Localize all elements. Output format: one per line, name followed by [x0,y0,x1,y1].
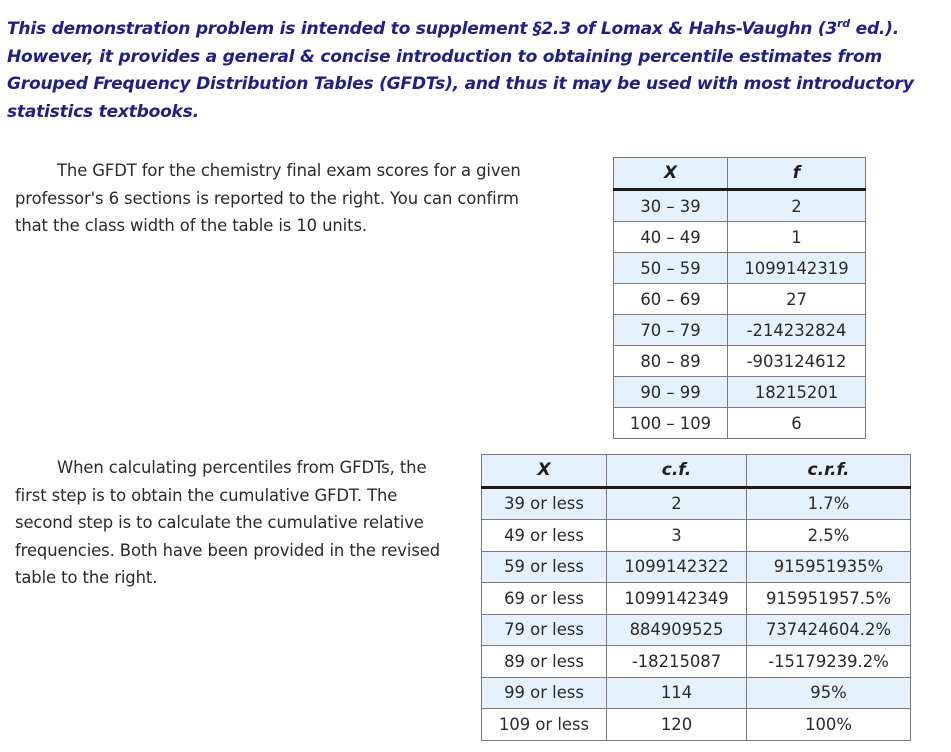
cell-cumulative-frequency: 1099142349 [607,583,747,615]
column-header-f: f [728,158,866,190]
cell-interval: 50 – 59 [614,253,728,284]
intro-superscript: rd [837,17,850,30]
cell-cumulative-relative-frequency: -15179239.2% [747,646,911,678]
intro-note [7,16,942,126]
paragraph2-text: When calculating percentiles from GFDTs, the first step is to obtain the cumulative GFDT. The second step is to calculate the cumulative relative frequencies. Both have been provided in the revised table to the right. [15,458,441,587]
cell-cumulative-frequency: 2 [607,487,747,520]
cell-frequency: 1 [728,222,866,253]
cell-cumulative-frequency: 3 [607,520,747,552]
table-row [482,551,911,583]
cell-cumulative-relative-frequency: 100% [747,709,911,741]
table-row [482,709,911,741]
cell-interval: 70 – 79 [614,315,728,346]
table-row [614,222,866,253]
cell-upper-limit: 89 or less [482,646,607,678]
table-row [482,583,911,615]
paragraph1-text: The GFDT for the chemistry final exam scores for a given professor's 6 sections is reported to the right. You can confirm that the class width of the table is 10 units. [15,161,521,235]
gfdt-table [613,157,866,439]
cell-cumulative-relative-frequency: 915951957.5% [747,583,911,615]
cell-cumulative-relative-frequency: 915951935% [747,551,911,583]
cell-interval: 40 – 49 [614,222,728,253]
cell-upper-limit: 39 or less [482,487,607,520]
cell-interval: 90 – 99 [614,377,728,408]
cell-upper-limit: 79 or less [482,614,607,646]
cell-interval: 100 – 109 [614,408,728,439]
intro-text-start: This demonstration problem is intended to supplement §2.3 of Lomax & Hahs-Vaughn (3 [7,19,838,39]
cell-cumulative-frequency: 120 [607,709,747,741]
cell-frequency: 1099142319 [728,253,866,284]
column-header-cf: c.f. [607,455,747,488]
table-row [482,487,911,520]
cell-cumulative-relative-frequency: 95% [747,677,911,709]
cell-cumulative-frequency: 114 [607,677,747,709]
cell-upper-limit: 99 or less [482,677,607,709]
cell-upper-limit: 109 or less [482,709,607,741]
cell-cumulative-relative-frequency: 2.5% [747,520,911,552]
table-row [614,284,866,315]
cell-frequency: 6 [728,408,866,439]
cell-upper-limit: 69 or less [482,583,607,615]
table-row [614,253,866,284]
cell-upper-limit: 59 or less [482,551,607,583]
paragraph-gfdt-description [15,157,545,240]
table-row [614,190,866,222]
cell-cumulative-relative-frequency: 1.7% [747,487,911,520]
cell-interval: 60 – 69 [614,284,728,315]
cell-frequency: 27 [728,284,866,315]
cell-frequency: 2 [728,190,866,222]
cell-frequency: -903124612 [728,346,866,377]
column-header-x: X [614,158,728,190]
cell-frequency: 18215201 [728,377,866,408]
cell-cumulative-frequency: 1099142322 [607,551,747,583]
column-header-crf: c.r.f. [747,455,911,488]
table-row [614,315,866,346]
table-row [614,346,866,377]
table-row [482,646,911,678]
table-row [482,520,911,552]
table-row [482,614,911,646]
cell-interval: 30 – 39 [614,190,728,222]
cell-upper-limit: 49 or less [482,520,607,552]
cell-cumulative-frequency: 884909525 [607,614,747,646]
intro-text-end: ed.). However, it provides a general & concise introduction to obtaining percentile estimates from Grouped Frequency Distribution Tables (GFDTs), and thus it may be used with most introductory statistics textbooks. [7,19,914,122]
table-header-row [482,455,911,488]
cell-cumulative-frequency: -18215087 [607,646,747,678]
cell-cumulative-relative-frequency: 737424604.2% [747,614,911,646]
cell-frequency: -214232824 [728,315,866,346]
table-row [614,408,866,439]
table-header-row [614,158,866,190]
cumulative-gfdt-table [481,454,911,741]
table-row [614,377,866,408]
paragraph-cumulative-description [15,454,460,592]
cell-interval: 80 – 89 [614,346,728,377]
table-row [482,677,911,709]
column-header-x: X [482,455,607,488]
